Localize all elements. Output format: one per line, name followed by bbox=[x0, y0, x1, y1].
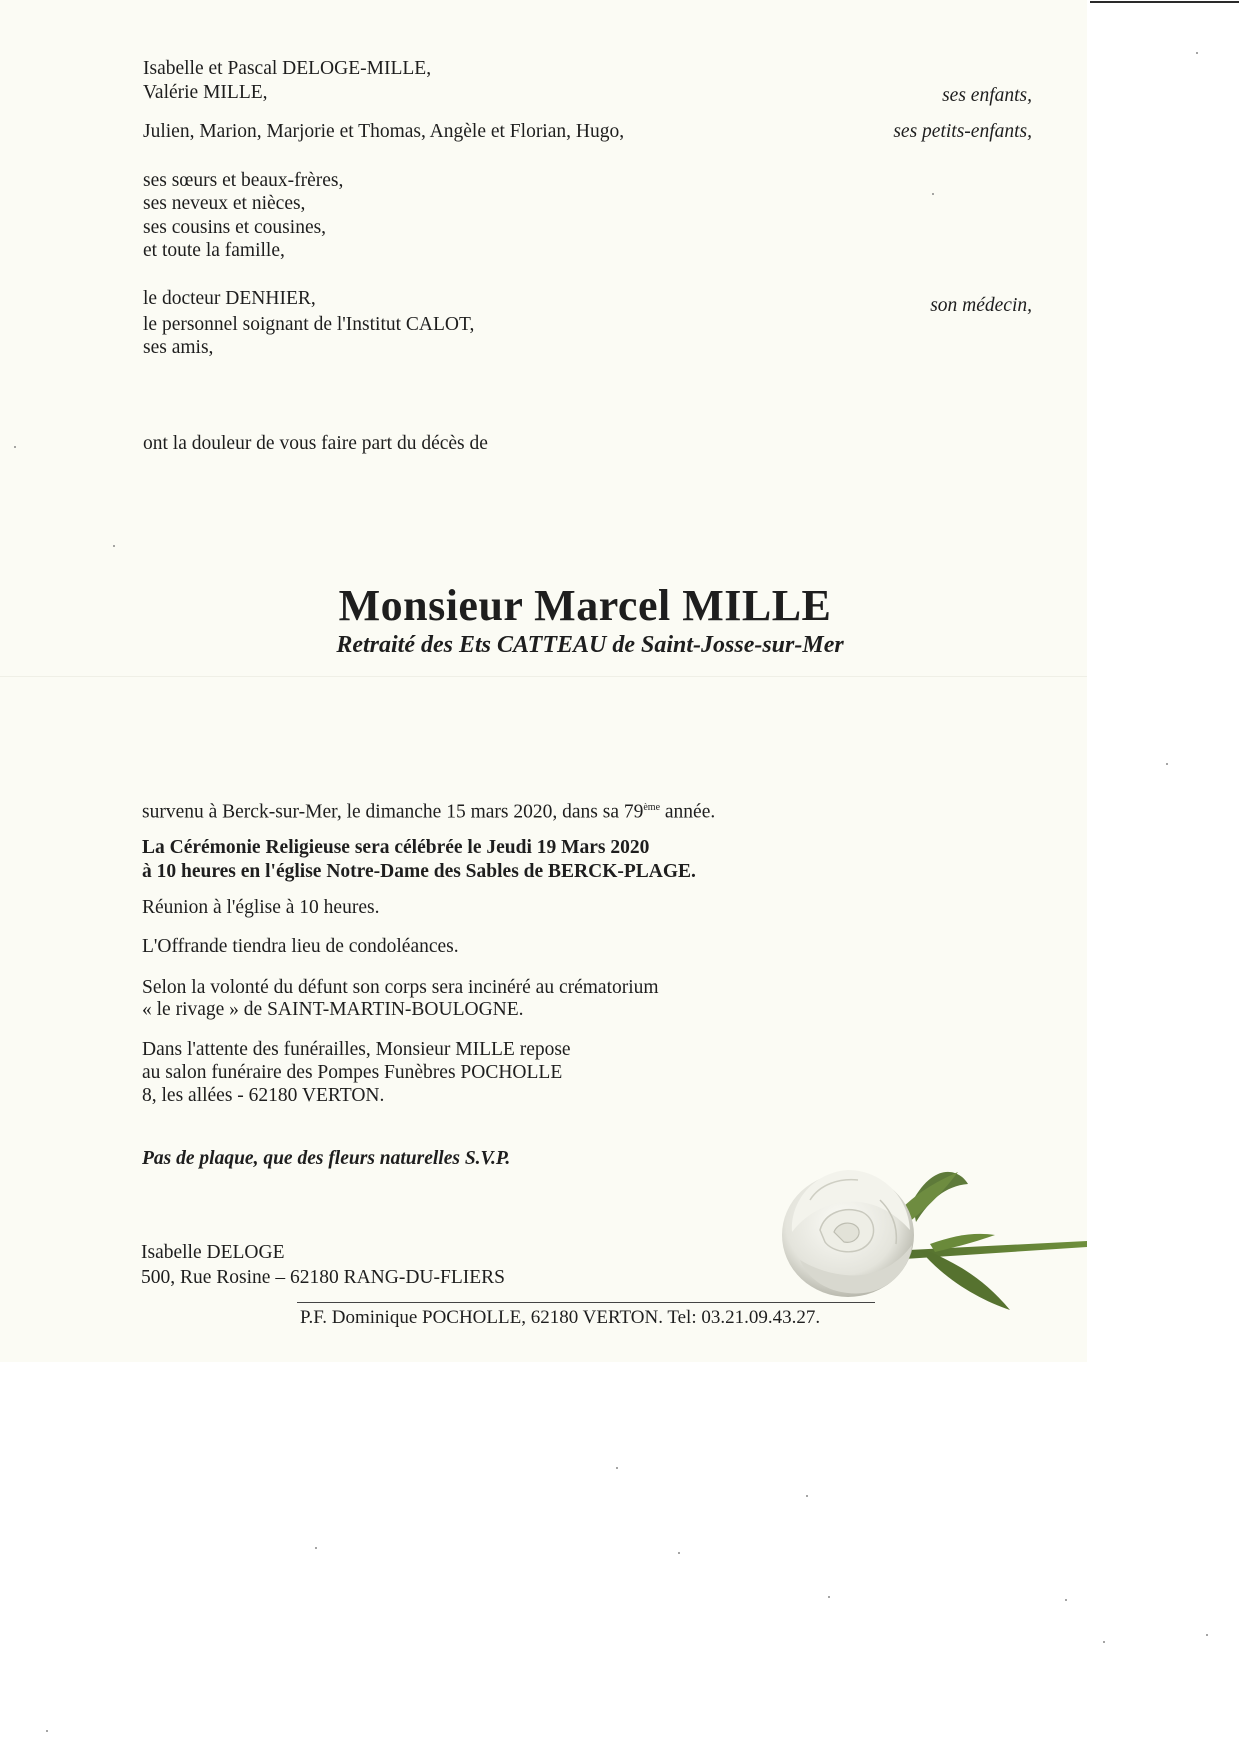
scan-speck bbox=[315, 1547, 317, 1549]
relatives-line-1: ses sœurs et beaux-frères, bbox=[143, 170, 344, 191]
doctor-role: son médecin, bbox=[930, 295, 1032, 316]
scan-speck bbox=[46, 1730, 48, 1732]
scan-speck bbox=[1206, 1634, 1208, 1636]
scan-speck bbox=[678, 1552, 680, 1554]
contact-address: 500, Rue Rosine – 62180 RANG-DU-FLIERS bbox=[141, 1267, 505, 1288]
rest-line-3: 8, les allées - 62180 VERTON. bbox=[142, 1085, 385, 1106]
death-text: survenu à Berck-sur-Mer, le dimanche 15 mars 2020, dans sa 79 bbox=[142, 801, 644, 823]
death-text-end: année. bbox=[660, 801, 716, 823]
scan-speck bbox=[1103, 1641, 1105, 1643]
relatives-line-2: ses neveux et nièces, bbox=[143, 193, 306, 214]
scan-speck bbox=[113, 545, 115, 547]
scan-speck bbox=[616, 1467, 618, 1469]
scan-speck bbox=[1065, 1599, 1067, 1601]
children-line-1: Isabelle et Pascal DELOGE-MILLE, bbox=[143, 58, 432, 79]
announcement-line: ont la douleur de vous faire part du décès de bbox=[143, 433, 488, 454]
deceased-name: Monsieur Marcel MILLE bbox=[338, 581, 832, 630]
children-role: ses enfants, bbox=[942, 85, 1032, 106]
rest-line-2: au salon funéraire des Pompes Funèbres POCHOLLE bbox=[142, 1062, 563, 1083]
scan-speck bbox=[1166, 763, 1168, 765]
cremation-line-1: Selon la volonté du défunt son corps sera incinéré au crématorium bbox=[142, 977, 659, 998]
grandchildren-role: ses petits-enfants, bbox=[893, 121, 1032, 142]
ceremony-line-2: à 10 heures en l'église Notre-Dame des Sables de BERCK-PLAGE. bbox=[142, 861, 696, 882]
relatives-line-3: ses cousins et cousines, bbox=[143, 217, 327, 238]
ceremony-line-1: La Cérémonie Religieuse sera célébrée le Jeudi 19 Mars 2020 bbox=[142, 837, 650, 858]
scan-speck bbox=[828, 1596, 830, 1598]
cremation-line-2: « le rivage » de SAINT-MARTIN-BOULOGNE. bbox=[142, 999, 524, 1020]
funeral-home-footer: P.F. Dominique POCHOLLE, 62180 VERTON. Tel: 03.21.09.43.27. bbox=[300, 1307, 821, 1328]
relatives-line-4: et toute la famille, bbox=[143, 240, 285, 261]
doctor-line: le docteur DENHIER, bbox=[143, 288, 316, 309]
flowers-note: Pas de plaque, que des fleurs naturelles S.V.P. bbox=[142, 1148, 511, 1169]
scan-edge-line bbox=[1090, 1, 1239, 3]
scan-speck bbox=[1196, 52, 1198, 54]
rest-line-1: Dans l'attente des funérailles, Monsieur MILLE repose bbox=[142, 1039, 571, 1060]
children-line-2: Valérie MILLE, bbox=[143, 82, 268, 103]
staff-line: le personnel soignant de l'Institut CALOT, bbox=[143, 314, 475, 335]
meeting-line: Réunion à l'église à 10 heures. bbox=[142, 897, 380, 918]
deceased-title: Retraité des Ets CATTEAU de Saint-Josse-sur-Mer bbox=[336, 632, 844, 658]
grandchildren-line: Julien, Marion, Marjorie et Thomas, Angèle et Florian, Hugo, bbox=[143, 121, 625, 142]
white-rose-illustration bbox=[770, 1140, 1087, 1320]
death-line bbox=[142, 796, 715, 824]
scan-speck bbox=[14, 446, 16, 448]
friends-line: ses amis, bbox=[143, 337, 214, 358]
offering-line: L'Offrande tiendra lieu de condoléances. bbox=[142, 936, 459, 957]
fold-line bbox=[0, 676, 1087, 677]
scan-speck bbox=[932, 193, 934, 195]
scan-speck bbox=[806, 1495, 808, 1497]
death-ordinal-suffix: ème bbox=[643, 802, 661, 813]
contact-name: Isabelle DELOGE bbox=[141, 1242, 285, 1263]
